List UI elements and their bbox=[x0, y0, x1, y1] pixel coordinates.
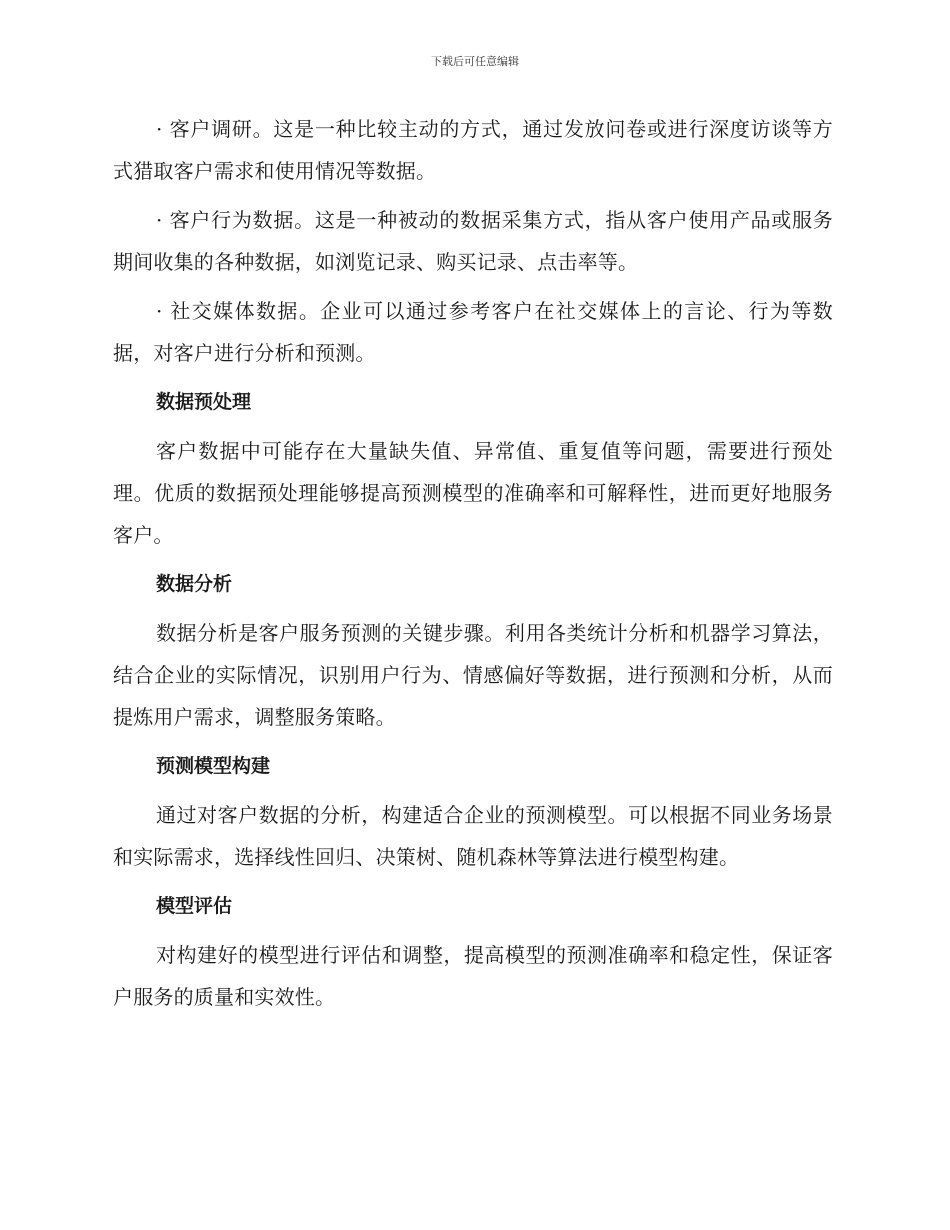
bullet-paragraph-customer-behavior: · 客户行为数据。这是一种被动的数据采集方式，指从客户使用产品或服务期间收集的各种数据，如浏览记录、购买记录、点击率等。 bbox=[113, 208, 833, 274]
section-heading-model-building: 预测模型构建 bbox=[156, 755, 271, 777]
paragraph-model-building: 通过对客户数据的分析，构建适合企业的预测模型。可以根据不同业务场景和实际需求，选择线性回归、决策树、随机森林等算法进行模型构建。 bbox=[113, 803, 833, 869]
bullet-paragraph-customer-survey: · 客户调研。这是一种比较主动的方式，通过发放问卷或进行深度访谈等方式猎取客户需求和使用情况等数据。 bbox=[113, 117, 833, 183]
page-header: 下载后可任意编辑 bbox=[431, 55, 519, 68]
paragraph-analysis: 数据分析是客户服务预测的关键步骤。利用各类统计分析和机器学习算法，结合企业的实际情况，识别用户行为、情感偏好等数据，进行预测和分析，从而提炼用户需求，调整服务策略。 bbox=[113, 621, 833, 729]
paragraph-model-evaluation: 对构建好的模型进行评估和调整，提高模型的预测准确率和稳定性，保证客户服务的质量和实效性。 bbox=[113, 943, 833, 1009]
section-heading-analysis: 数据分析 bbox=[156, 573, 233, 595]
section-heading-model-evaluation: 模型评估 bbox=[156, 895, 233, 917]
document-body bbox=[113, 108, 833, 1025]
section-heading-preprocessing: 数据预处理 bbox=[156, 391, 252, 413]
bullet-paragraph-social-media: · 社交媒体数据。企业可以通过参考客户在社交媒体上的言论、行为等数据，对客户进行分析和预测。 bbox=[113, 299, 833, 365]
paragraph-preprocessing: 客户数据中可能存在大量缺失值、异常值、重复值等问题，需要进行预处理。优质的数据预处理能够提高预测模型的准确率和可解释性，进而更好地服务客户。 bbox=[113, 439, 833, 547]
